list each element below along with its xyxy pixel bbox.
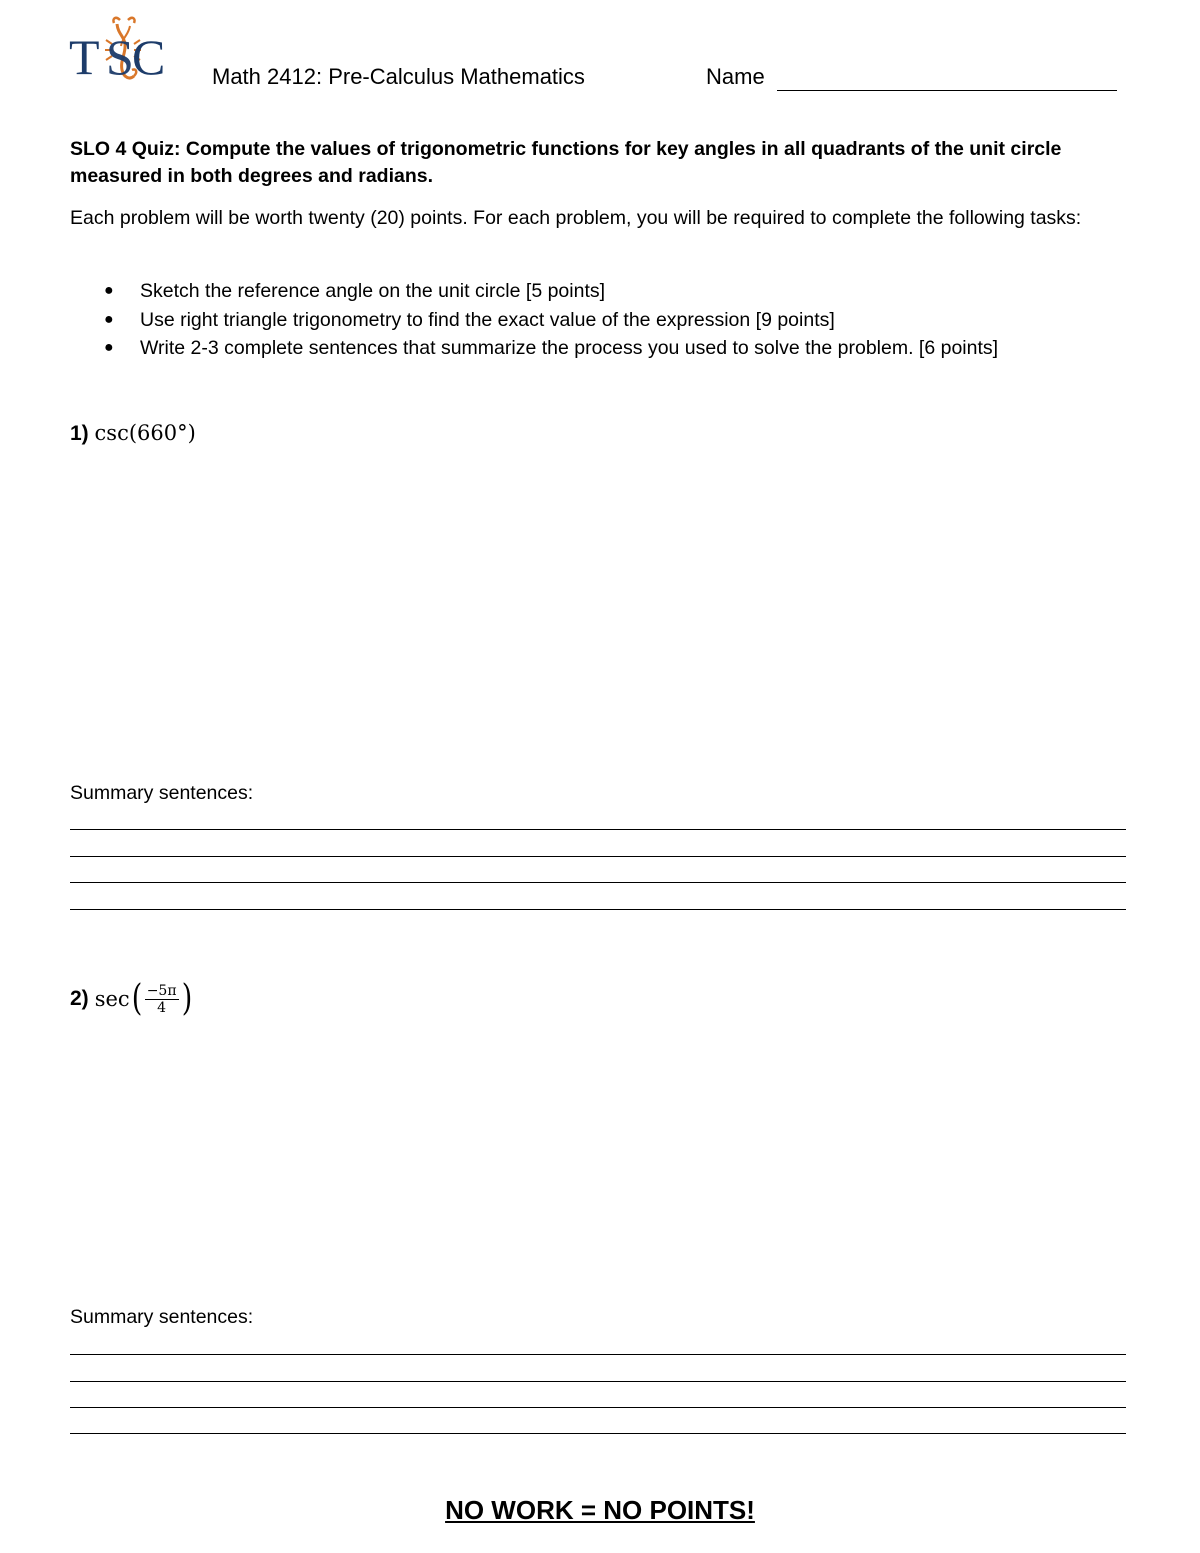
- name-label: Name: [706, 64, 765, 89]
- task-text: Write 2-3 complete sentences that summarize the process you used to solve the problem. [6 points]: [140, 337, 999, 359]
- task-text: Use right triangle trigonometry to find the exact value of the expression [9 points]: [140, 308, 835, 331]
- task-list: [104, 277, 1140, 363]
- list-item: [104, 334, 1140, 363]
- footer-warning: NO WORK = NO POINTS!: [445, 1495, 755, 1525]
- instructions-paragraph: Each problem will be worth twenty (20) points. For each problem, you will be required to complete the following tasks:: [70, 207, 1082, 229]
- summary-label-1: Summary sentences:: [70, 782, 254, 804]
- logo-letters: T: [69, 29, 100, 85]
- problem-2: [70, 976, 194, 1022]
- problem-argument: (660°): [128, 421, 196, 445]
- course-title: Math 2412: Pre-Calculus Mathematics: [212, 64, 585, 89]
- answer-line[interactable]: [70, 1407, 1126, 1408]
- quiz-title: SLO 4 Quiz: Compute the values of trigonometric functions for key angles in all quadrants of the unit circle measured in both degrees and radians.: [70, 138, 1062, 187]
- list-item: [104, 306, 1140, 335]
- right-paren: ): [181, 978, 192, 1019]
- bullet-icon: ●: [104, 339, 114, 356]
- answer-line[interactable]: [70, 1354, 1126, 1355]
- scorpion-logo-icon: [68, 14, 174, 88]
- task-text: Sketch the reference angle on the unit circle [5 points]: [140, 280, 606, 302]
- fraction: [145, 983, 179, 1016]
- answer-line[interactable]: [70, 829, 1126, 830]
- answer-line[interactable]: [70, 856, 1126, 857]
- answer-line[interactable]: [70, 1433, 1126, 1434]
- svg-text:C: C: [132, 29, 166, 85]
- answer-line[interactable]: [70, 909, 1126, 910]
- problem-function: csc: [94, 421, 129, 445]
- bullet-icon: ●: [104, 310, 114, 328]
- problem-number: 1): [70, 422, 89, 445]
- problem-function: sec: [94, 987, 130, 1011]
- problem-number: 2): [70, 987, 89, 1010]
- fraction-denominator: 4: [157, 999, 167, 1016]
- answer-line[interactable]: [70, 1381, 1126, 1382]
- fraction-numerator: −5π: [146, 982, 177, 999]
- name-field-line[interactable]: [777, 90, 1117, 91]
- tsc-logo: [68, 14, 174, 88]
- list-item: [104, 277, 1140, 306]
- summary-label-2: Summary sentences:: [70, 1306, 254, 1328]
- left-paren: (: [131, 978, 142, 1019]
- bullet-icon: ●: [104, 282, 114, 299]
- problem-1: [70, 421, 196, 446]
- svg-text:S: S: [106, 29, 134, 85]
- answer-line[interactable]: [70, 882, 1126, 883]
